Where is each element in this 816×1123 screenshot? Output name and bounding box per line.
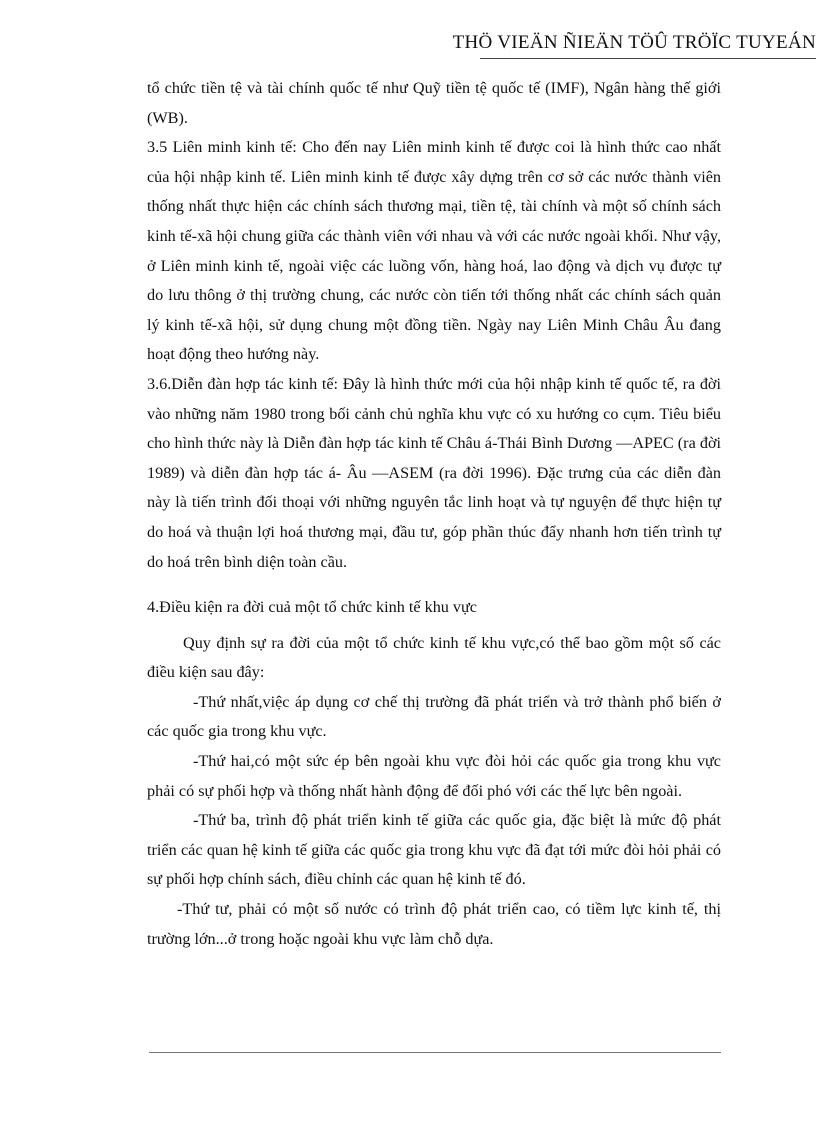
header-rule	[480, 58, 816, 59]
paragraph-economic-union: 3.5 Liên minh kinh tế: Cho đến nay Liên minh kinh tế được coi là hình thức cao nhất của hội nhập kinh tế. Liên minh kinh tế được xây dựng trên cơ sở các nước thành viên thống nhất thực hiện các chính sách thương mại, tiền tệ, tài chính và một số chính sách kinh tế-xã hội chung giữa các thành viên với nhau và với các nước ngoài khối. Như vậy, ở Liên minh kinh tế, ngoài việc các luồng vốn, hàng hoá, lao động và dịch vụ được tự do lưu thông ở thị trường chung, các nước còn tiến tới thống nhất các chính sách quản lý kinh tế-xã hội, sử dụng chung một đồng tiền. Ngày nay Liên Minh Châu Âu đang hoạt động theo hướng này.	[147, 138, 721, 364]
paragraph-economic-forum: 3.6.Diễn đàn hợp tác kinh tế: Đây là hình thức mới của hội nhập kinh tế quốc tế, ra đời vào những năm 1980 trong bối cảnh chủ nghĩa khu vực có xu hướng co cụm. Tiêu biểu cho hình thức này là Diễn đàn hợp tác kinh tế Châu á-Thái Bình Dương —APEC (ra đời 1989) và diễn đàn hợp tác á- Âu —ASEM (ra đời 1996). Đặc trưng của các diễn đàn này là tiến trình đối thoại với những nguyên tắc linh hoạt và tự nguyện để thực hiện tự do hoá và thuận lợi hoá thương mại, đầu tư, góp phần thúc đẩy nhanh hơn tiến trình tự do hoá trên bình diện toàn cầu.	[147, 374, 721, 571]
paragraph-conditions-intro: Quy định sự ra đời của một tổ chức kinh tế khu vực,có thể bao gồm một số các điều kiện sau đây:	[147, 633, 721, 682]
paragraph-condition-fourth: -Thứ tư, phải có một số nước có trình độ phát triển cao, có tiềm lực kinh tế, thị trường lớn...ở trong hoặc ngoài khu vực làm chỗ dựa.	[147, 900, 721, 948]
paragraph-imf-wb: tổ chức tiền tệ và tài chính quốc tế như Quỹ tiền tệ quốc tế (IMF), Ngân hàng thế giới (WB).	[147, 79, 721, 127]
paragraph-condition-third: -Thứ ba, trình độ phát triển kinh tế giữa các quốc gia, đặc biệt là mức độ phát triển các quan hệ kinh tế giữa các quốc gia trong khu vực đã đạt tới mức đòi hỏi phải có sự phối hợp chính sách, điều chỉnh các quan hệ kinh tế đó.	[147, 811, 721, 889]
paragraph-condition-second: -Thứ hai,có một sức ép bên ngoài khu vực đòi hỏi các quốc gia trong khu vực phải có sự phối hợp và thống nhất hành động để đối phó với các thế lực bên ngoài.	[147, 752, 721, 800]
running-header: THÖ VIEÄN ÑIEÄN TÖÛ TRÖÏC TUYEÁN	[452, 32, 816, 53]
section-title: 4.Điều kiện ra đời cuả một tổ chức kinh tế khu vực	[147, 598, 477, 617]
footer-rule	[149, 1052, 721, 1053]
page-body	[147, 74, 721, 954]
paragraph-condition-first: -Thứ nhất,việc áp dụng cơ chế thị trường đã phát triển và trở thành phổ biến ở các quốc gia trong khu vực.	[147, 692, 721, 741]
